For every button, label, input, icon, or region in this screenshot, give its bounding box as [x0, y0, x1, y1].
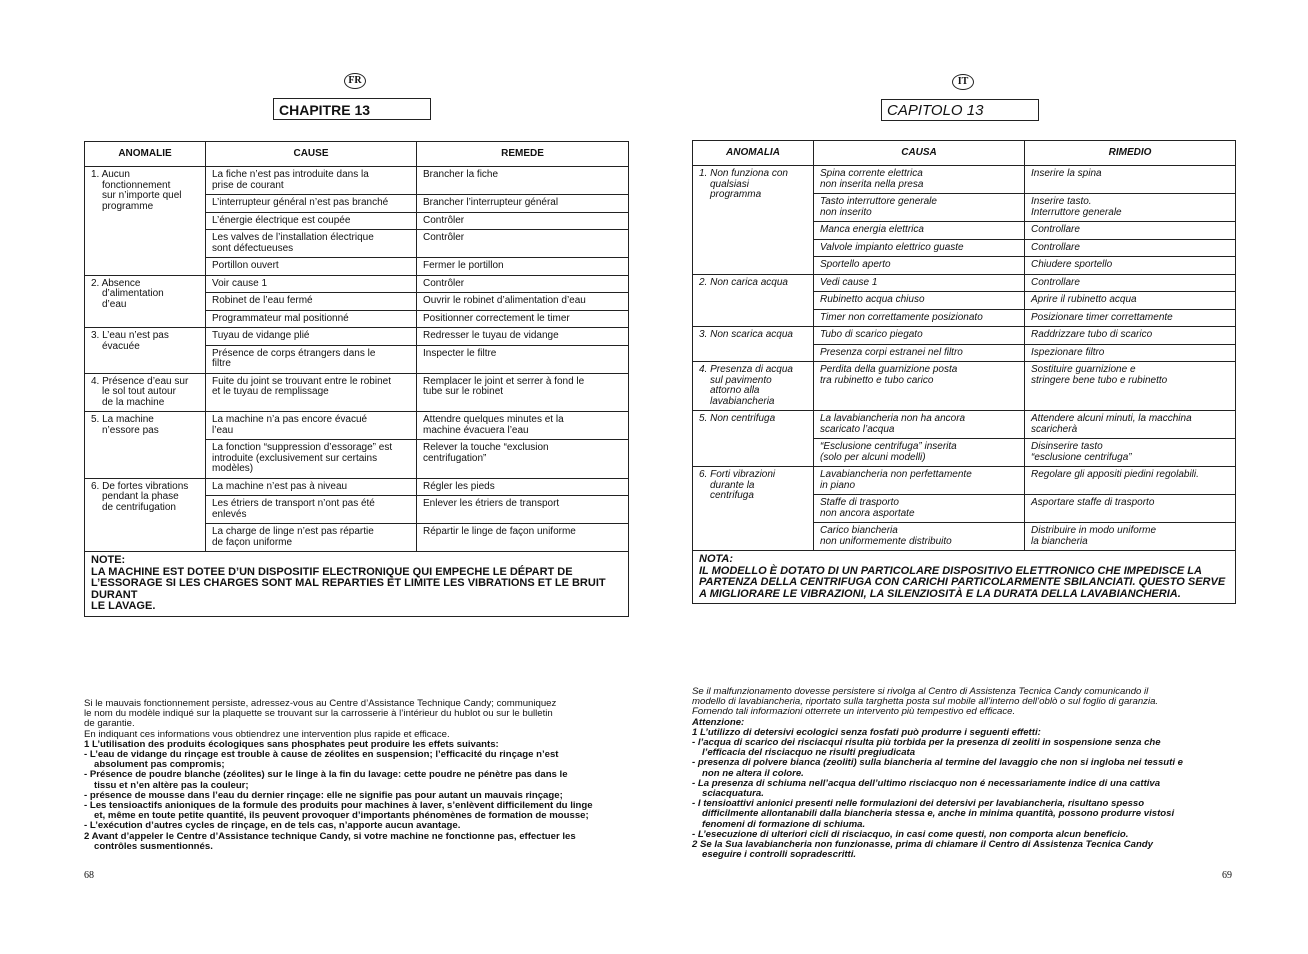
- cause-cell: Perdita della guarnizione posta tra rubinetto e tubo carico: [814, 362, 1025, 411]
- instructions-fr: [84, 699, 629, 852]
- language-badge-it: IT: [952, 74, 974, 90]
- troubleshooting-table-fr: [84, 141, 629, 617]
- cause-cell: Timer non correttamente posizionato: [814, 309, 1025, 327]
- anomaly-cell: 5. Non centrifuga: [699, 413, 776, 424]
- remedy-cell: Relever la touche “exclusion centrifugation”: [417, 440, 629, 479]
- cause-cell: Spina corrente elettrica non inserita nella presa: [814, 166, 1025, 194]
- page-number-left: 68: [84, 870, 94, 881]
- anomaly-cell: 4. Presenza di acqua sul pavimento attorno alla lavabiancheria: [699, 364, 793, 407]
- remedy-cell: Chiudere sportello: [1025, 257, 1236, 275]
- anomaly-cell: 3. Non scarica acqua: [699, 329, 793, 340]
- remedy-cell: Ispezionare filtro: [1025, 344, 1236, 362]
- instruction-line: - Présence de poudre blanche (zéolites) sur le linge à la fin du lavage: cette poudre ne pénètre pas dans le tissu et n’en altère pas la couleur;: [84, 769, 568, 791]
- remedy-cell: Brancher l’interrupteur général: [417, 195, 629, 213]
- cause-cell: “Esclusione centrifuga” inserita (solo per alcuni modelli): [814, 439, 1025, 467]
- cause-cell: Les valves de l’installation électrique sont défectueuses: [206, 230, 417, 258]
- intro-paragraph-fr: Si le mauvais fonctionnement persiste, adressez-vous au Centre d’Assistance Technique Candy; communiquez le nom du modèle indiqué sur la plaquette se trouvant sur la carrosserie à l’intérieur du hublot ou sur le bulletin de garantie. En indiquant ces informations vous obtiendrez une intervention plus rapide et efficace.: [84, 698, 557, 740]
- troubleshooting-table-it: [692, 140, 1236, 604]
- remedy-cell: Inspecter le filtre: [417, 345, 629, 373]
- cause-cell: Tasto interruttore generale non inserito: [814, 194, 1025, 222]
- cause-cell: Lavabiancheria non perfettamente in piano: [814, 467, 1025, 495]
- remedy-cell: Enlever les étriers de transport: [417, 496, 629, 524]
- remedy-cell: Inserire tasto. Interruttore generale: [1025, 194, 1236, 222]
- cause-cell: Carico biancheria non uniformemente distribuito: [814, 523, 1025, 551]
- remedy-cell: Positionner correctement le timer: [417, 310, 629, 328]
- remedy-cell: Ouvrir le robinet d’alimentation d’eau: [417, 293, 629, 311]
- header-rimedio: RIMEDIO: [1025, 141, 1236, 166]
- cause-cell: La fonction “suppression d’essorage” est introduite (exclusivement sur certains modèles): [206, 440, 417, 479]
- anomaly-cell: 5. La machine n’essore pas: [91, 414, 159, 436]
- remedy-cell: Contrôler: [417, 230, 629, 258]
- anomaly-cell: 2. Absence d’alimentation d’eau: [91, 277, 164, 310]
- anomaly-cell: 1. Aucun fonctionnement sur n’importe quel programme: [91, 169, 182, 212]
- instruction-line: Attenzione:: [692, 716, 745, 728]
- anomaly-cell: 3. L’eau n’est pas évacuée: [91, 330, 169, 352]
- table-row: [693, 166, 1236, 194]
- cause-cell: La machine n’a pas encore évacué l’eau: [206, 412, 417, 440]
- remedy-cell: Disinserire tasto “esclusione centrifuga”: [1025, 439, 1236, 467]
- remedy-cell: Controllare: [1025, 274, 1236, 292]
- instruction-line: - présence de mousse dans l’eau du dernier rinçage: elle ne signifie pas pour autant un mauvais rinçage;: [84, 789, 563, 801]
- header-remede: REMEDE: [417, 142, 629, 167]
- cause-cell: Présence de corps étrangers dans le filtre: [206, 345, 417, 373]
- remedy-cell: Controllare: [1025, 239, 1236, 257]
- instruction-line: - I tensioattivi anionici presenti nelle formulazioni dei detersivi per lavabiancheria, risultano spesso difficilmente allontanabili dalla biancheria stessa e, anche in minima quantità, possono produrre vistosi fenomeni di formazione di schiuma.: [692, 798, 1175, 830]
- instruction-line: 2 Se la Sua lavabiancheria non funzionasse, prima di chiamare il Centro di Assistenza Tecnica Candy eseguire i controlli sopradescritti.: [692, 839, 1154, 861]
- chapter-title-fr: CHAPITRE 13: [273, 98, 431, 120]
- remedy-cell: Contrôler: [417, 212, 629, 230]
- table-row: [693, 327, 1236, 345]
- cause-cell: La fiche n’est pas introduite dans la prise de courant: [206, 167, 417, 195]
- remedy-cell: Régler les pieds: [417, 478, 629, 496]
- anomaly-cell: 6. De fortes vibrations pendant la phase de centrifugation: [91, 480, 189, 513]
- instruction-line: - L’eau de vidange du rinçage est trouble à cause de zéolites en suspension; l’efficacité du rinçage n’est absolument pas compromis;: [84, 749, 559, 771]
- instruction-line: 1 L’utilizzo di detersivi ecologici senza fosfati può produrre i seguenti effetti:: [692, 726, 1041, 738]
- remedy-cell: Inserire la spina: [1025, 166, 1236, 194]
- cause-cell: Voir cause 1: [206, 275, 417, 293]
- note-box: NOTE: LA MACHINE EST DOTEE D’UN DISPOSITIF ELECTRONIQUE QUI EMPECHE LE DÉPART DE L’ESSORAGE SI LES CHARGES SONT MAL REPARTIES ET LIMITE LES VIBRATIONS ET LE BRUIT DURANT LE LAVAGE.: [85, 552, 629, 617]
- instruction-line: - presenza di polvere bianca (zeoliti) sulla biancheria al termine del lavaggio che non si ingloba nei tessuti e non ne altera il colore.: [692, 757, 1184, 779]
- remedy-cell: Remplacer le joint et serrer à fond le tube sur le robinet: [417, 373, 629, 412]
- instruction-line: - L’exécution d’autres cycles de rinçage, en de tels cas, n’apporte aucun avantage.: [84, 820, 461, 832]
- cause-cell: La lavabiancheria non ha ancora scaricato l’acqua: [814, 411, 1025, 439]
- note-box: NOTA: IL MODELLO È DOTATO DI UN PARTICOLARE DISPOSITIVO ELETTRONICO CHE IMPEDISCE LA PARTENZA DELLA CENTRIFUGA CON CARICHI PARTICOLARMENTE SBILANCIATI. QUESTO SERVE A MIGLIORARE LE VIBRAZIONI, LA SILENZIOSITÀ E LA DURATA DELLA LAVABIANCHERIA.: [693, 551, 1236, 604]
- cause-cell: Rubinetto acqua chiuso: [814, 292, 1025, 310]
- instruction-line: 2 Avant d’appeler le Centre d’Assistance technique Candy, si votre machine ne fonctionne pas, effectuer les contrôles susmentionnés.: [84, 830, 576, 852]
- header-anomalia: ANOMALIA: [693, 141, 814, 166]
- cause-cell: Tuyau de vidange plié: [206, 328, 417, 346]
- cause-cell: La charge de linge n’est pas répartie de façon uniforme: [206, 524, 417, 552]
- table-row: [85, 412, 629, 440]
- header-cause: CAUSE: [206, 142, 417, 167]
- header-anomalie: ANOMALIE: [85, 142, 206, 167]
- remedy-cell: Posizionare timer correttamente: [1025, 309, 1236, 327]
- page-number-right: 69: [1222, 870, 1232, 881]
- cause-cell: Sportello aperto: [814, 257, 1025, 275]
- anomaly-cell: 1. Non funziona con qualsiasi programma: [699, 168, 788, 200]
- anomaly-cell: 4. Présence d’eau sur le sol tout autour de la machine: [91, 375, 189, 408]
- cause-cell: Robinet de l’eau fermé: [206, 293, 417, 311]
- instruction-line: - Les tensioactifs anioniques de la formule des produits pour machines à laver, s’enlèvent difficilement du linge et, même en toute petite quantité, ils peuvent provoquer d’importants phénomènes de formation de mousse;: [84, 800, 593, 822]
- instructions-it: [692, 687, 1237, 860]
- cause-cell: Programmateur mal positionné: [206, 310, 417, 328]
- cause-cell: Vedi cause 1: [814, 274, 1025, 292]
- cause-cell: Valvole impianto elettrico guaste: [814, 239, 1025, 257]
- instruction-line: - L’esecuzione di ulteriori cicli di risciacquo, in casi come questi, non comporta alcun beneficio.: [692, 828, 1129, 840]
- table-row: [85, 373, 629, 412]
- remedy-cell: Redresser le tuyau de vidange: [417, 328, 629, 346]
- cause-cell: Portillon ouvert: [206, 258, 417, 276]
- remedy-cell: Regolare gli appositi piedini regolabili.: [1025, 467, 1236, 495]
- table-row: [693, 362, 1236, 411]
- table-row: [693, 274, 1236, 292]
- table-row: [85, 167, 629, 195]
- instruction-line: 1 L’utilisation des produits écologiques sans phosphates peut produire les effets suivants:: [84, 738, 499, 750]
- cause-cell: Tubo di scarico piegato: [814, 327, 1025, 345]
- table-row: [85, 478, 629, 496]
- remedy-cell: Brancher la fiche: [417, 167, 629, 195]
- remedy-cell: Contrôler: [417, 275, 629, 293]
- remedy-cell: Répartir le linge de façon uniforme: [417, 524, 629, 552]
- cause-cell: Fuite du joint se trouvant entre le robinet et le tuyau de remplissage: [206, 373, 417, 412]
- remedy-cell: Distribuire in modo uniforme la biancheria: [1025, 523, 1236, 551]
- cause-cell: L’énergie électrique est coupée: [206, 212, 417, 230]
- remedy-cell: Attendere alcuni minuti, la macchina scaricherà: [1025, 411, 1236, 439]
- remedy-cell: Sostituire guarnizione e stringere bene tubo e rubinetto: [1025, 362, 1236, 411]
- cause-cell: Staffe di trasporto non ancora asportate: [814, 495, 1025, 523]
- language-badge-fr: FR: [344, 73, 366, 89]
- table-row: [693, 467, 1236, 495]
- cause-cell: Presenza corpi estranei nel filtro: [814, 344, 1025, 362]
- anomaly-cell: 2. Non carica acqua: [699, 276, 788, 288]
- remedy-cell: Asportare staffe di trasporto: [1025, 495, 1236, 523]
- anomaly-cell: 6. Forti vibrazioni durante la centrifuga: [699, 469, 776, 501]
- table-row: [85, 328, 629, 346]
- cause-cell: La machine n’est pas à niveau: [206, 478, 417, 496]
- remedy-cell: Attendre quelques minutes et la machine évacuera l’eau: [417, 412, 629, 440]
- chapter-title-it: CAPITOLO 13: [881, 99, 1039, 121]
- remedy-cell: Raddrizzare tubo di scarico: [1025, 327, 1236, 345]
- table-row: [85, 275, 629, 293]
- cause-cell: Les étriers de transport n’ont pas été enlevés: [206, 496, 417, 524]
- cause-cell: L’interrupteur général n’est pas branché: [206, 195, 417, 213]
- table-row: [693, 411, 1236, 439]
- intro-paragraph-it: Se il malfunzionamento dovesse persistere si rivolga al Centro di Assistenza Tecnica Candy comunicando il modello di lavabiancheria, riportato sulla targhetta posta sul mobile all’interno dell’oblò o sul foglio di garanzia. Fornendo tali informazioni otterrete un intervento più tempestivo ed efficace.: [692, 686, 1159, 718]
- instruction-line: - La presenza di schiuma nell’acqua dell’ultimo risciacquo non é necessariamente indice di una cattiva sciacquatura.: [692, 777, 1161, 800]
- remedy-cell: Aprire il rubinetto acqua: [1025, 292, 1236, 310]
- header-causa: CAUSA: [814, 141, 1025, 166]
- remedy-cell: Controllare: [1025, 222, 1236, 240]
- remedy-cell: Fermer le portillon: [417, 258, 629, 276]
- instruction-line: - l’acqua di scarico dei risciacqui risulta più torbida per la presenza di zeoliti in sospensione senza che l’efficacia del risciacquo ne risulti pregiudicata: [692, 737, 1161, 759]
- cause-cell: Manca energia elettrica: [814, 222, 1025, 240]
